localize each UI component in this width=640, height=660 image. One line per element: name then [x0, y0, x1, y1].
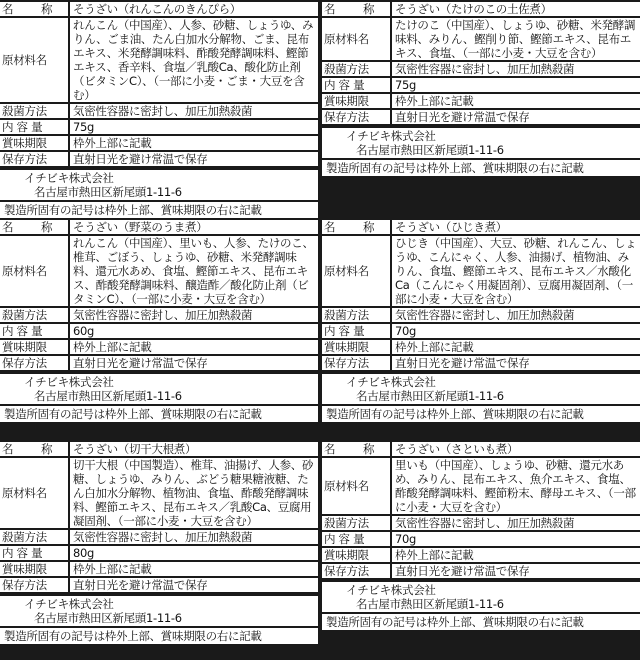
label-panel-hijiki: [322, 218, 640, 422]
key-ingredients: 原材料名: [0, 236, 70, 306]
storage-text: 直射日光を避け常温で保存: [70, 152, 318, 166]
key-name: 名 称: [0, 2, 70, 16]
storage-text: 直射日光を避け常温で保存: [70, 356, 318, 370]
content-amount: 70g: [392, 324, 640, 338]
key-ingredients: 原材料名: [0, 18, 70, 102]
storage-text: 直射日光を避け常温で保存: [392, 356, 640, 370]
key-expiry: 賞味期限: [0, 562, 70, 576]
ingredients-text: 切干大根（中国製造）、椎茸、油揚げ、人参、砂糖、しょうゆ、みりん、ぶどう糖果糖液糖、たん白加水分解物、植物油、食塩、酢酸発酵調味料、鰹節エキス、昆布エキス／乳酸Ca、豆腐用凝固剤、（一部に小麦・大豆を含む）: [70, 458, 318, 528]
key-sterilization: 殺菌方法: [322, 62, 392, 76]
manufacturer-name: イチビキ株式会社: [346, 129, 436, 143]
expiry-text: 枠外上部に記載: [70, 136, 318, 150]
product-name: そうざい（切干大根煮）: [70, 442, 318, 456]
manufacturer-address: 名古屋市熱田区新尾頭1-11-6: [34, 611, 182, 625]
label-table: [0, 218, 318, 372]
ingredients-text: 里いも（中国産）、しょうゆ、砂糖、還元水あめ、みりん、昆布エキス、魚介エキス、食塩、酢酸発酵調味料、鰹節粉末、酵母エキス、（一部に小麦・大豆を含む）: [392, 458, 640, 514]
key-ingredients: 原材料名: [0, 458, 70, 528]
manufacturer-block: [322, 582, 640, 612]
key-storage: 保存方法: [0, 152, 70, 166]
production-code-note: 製造所固有の記号は枠外上部、賞味期限の右に記載: [0, 628, 318, 644]
manufacturer-name: イチビキ株式会社: [24, 171, 114, 185]
manufacturer-name: イチビキ株式会社: [24, 375, 114, 389]
sterilization-text: 気密性容器に密封し、加圧加熱殺菌: [392, 308, 640, 322]
ingredients-text: ひじき（中国産）、大豆、砂糖、れんこん、しょうゆ、こんにゃく、人参、油揚げ、植物油、みりん、食塩、鰹節エキス、昆布エキス／水酸化Ca（こんにゃく用凝固剤）、豆腐用凝固剤、（一部に小麦・大豆を含む）: [392, 236, 640, 306]
key-name: 名 称: [0, 220, 70, 234]
label-panel-satoimo: [322, 440, 640, 630]
production-code-note: 製造所固有の記号は枠外上部、賞味期限の右に記載: [322, 614, 640, 630]
sterilization-text: 気密性容器に密封し、加圧加熱殺菌: [70, 308, 318, 322]
ingredients-text: れんこん（中国産）、里いも、人参、たけのこ、椎茸、ごぼう、しょうゆ、砂糖、米発酵調味料、還元水あめ、食塩、鰹節エキス、昆布エキス、酢酸発酵調味料、醸造酢／酸化防止剤（ビタミンC）、（一部に小麦・大豆を含む）: [70, 236, 318, 306]
key-name: 名 称: [322, 220, 392, 234]
ingredients-text: たけのこ（中国産）、しょうゆ、砂糖、米発酵調味料、みりん、鰹削り節、鰹節エキス、昆布エキス、食塩、（一部に小麦・大豆を含む）: [392, 18, 640, 60]
storage-text: 直射日光を避け常温で保存: [70, 578, 318, 592]
manufacturer-name: イチビキ株式会社: [346, 375, 436, 389]
key-expiry: 賞味期限: [0, 136, 70, 150]
product-name: そうざい（れんこんのきんぴら）: [70, 2, 318, 16]
key-sterilization: 殺菌方法: [0, 308, 70, 322]
manufacturer-block: [0, 596, 318, 626]
manufacturer-name: イチビキ株式会社: [346, 583, 436, 597]
key-sterilization: 殺菌方法: [0, 530, 70, 544]
expiry-text: 枠外上部に記載: [70, 562, 318, 576]
label-panel-takenoko: [322, 0, 640, 176]
key-sterilization: 殺菌方法: [322, 308, 392, 322]
sterilization-text: 気密性容器に密封し、加圧加熱殺菌: [392, 62, 640, 76]
key-content: 内 容 量: [322, 532, 392, 546]
product-name: そうざい（野菜のうま煮）: [70, 220, 318, 234]
sterilization-text: 気密性容器に密封し、加圧加熱殺菌: [70, 530, 318, 544]
manufacturer-address: 名古屋市熱田区新尾頭1-11-6: [34, 185, 182, 199]
production-code-note: 製造所固有の記号は枠外上部、賞味期限の右に記載: [0, 202, 318, 218]
label-table: [322, 218, 640, 372]
key-expiry: 賞味期限: [322, 340, 392, 354]
expiry-text: 枠外上部に記載: [70, 340, 318, 354]
label-table: [0, 0, 318, 168]
ingredients-text: れんこん（中国産）、人参、砂糖、しょうゆ、みりん、ごま油、たん白加水分解物、ごま、昆布エキス、米発酵調味料、酢酸発酵調味料、鰹節エキス、香辛料、食塩／乳酸Ca、酸化防止剤（ビタミンC）、（一部に小麦・ごま・大豆を含む）: [70, 18, 318, 102]
content-amount: 75g: [70, 120, 318, 134]
manufacturer-name: イチビキ株式会社: [24, 597, 114, 611]
label-table: [322, 440, 640, 580]
expiry-text: 枠外上部に記載: [392, 548, 640, 562]
label-panel-umani: [0, 218, 318, 422]
key-name: 名 称: [322, 442, 392, 456]
content-amount: 60g: [70, 324, 318, 338]
key-expiry: 賞味期限: [322, 548, 392, 562]
manufacturer-address: 名古屋市熱田区新尾頭1-11-6: [356, 389, 504, 403]
key-ingredients: 原材料名: [322, 236, 392, 306]
label-table: [0, 440, 318, 594]
label-panel-kiriboshi: [0, 440, 318, 644]
label-panel-kinpira: [0, 0, 318, 218]
content-amount: 80g: [70, 546, 318, 560]
product-name: そうざい（さといも煮）: [392, 442, 640, 456]
manufacturer-address: 名古屋市熱田区新尾頭1-11-6: [356, 143, 504, 157]
manufacturer-address: 名古屋市熱田区新尾頭1-11-6: [34, 389, 182, 403]
content-amount: 75g: [392, 78, 640, 92]
expiry-text: 枠外上部に記載: [392, 340, 640, 354]
key-expiry: 賞味期限: [0, 340, 70, 354]
key-content: 内 容 量: [322, 78, 392, 92]
production-code-note: 製造所固有の記号は枠外上部、賞味期限の右に記載: [322, 160, 640, 176]
sterilization-text: 気密性容器に密封し、加圧加熱殺菌: [70, 104, 318, 118]
content-amount: 70g: [392, 532, 640, 546]
storage-text: 直射日光を避け常温で保存: [392, 564, 640, 578]
key-name: 名 称: [322, 2, 392, 16]
expiry-text: 枠外上部に記載: [392, 94, 640, 108]
key-content: 内 容 量: [0, 546, 70, 560]
key-storage: 保存方法: [0, 578, 70, 592]
key-storage: 保存方法: [0, 356, 70, 370]
key-storage: 保存方法: [322, 356, 392, 370]
key-storage: 保存方法: [322, 110, 392, 124]
manufacturer-block: [0, 170, 318, 200]
key-sterilization: 殺菌方法: [0, 104, 70, 118]
key-ingredients: 原材料名: [322, 18, 392, 60]
production-code-note: 製造所固有の記号は枠外上部、賞味期限の右に記載: [322, 406, 640, 422]
key-ingredients: 原材料名: [322, 458, 392, 514]
label-table: [322, 0, 640, 126]
manufacturer-block: [0, 374, 318, 404]
key-name: 名 称: [0, 442, 70, 456]
manufacturer-block: [322, 374, 640, 404]
sterilization-text: 気密性容器に密封し、加圧加熱殺菌: [392, 516, 640, 530]
key-expiry: 賞味期限: [322, 94, 392, 108]
storage-text: 直射日光を避け常温で保存: [392, 110, 640, 124]
key-content: 内 容 量: [0, 324, 70, 338]
manufacturer-address: 名古屋市熱田区新尾頭1-11-6: [356, 597, 504, 611]
key-sterilization: 殺菌方法: [322, 516, 392, 530]
manufacturer-block: [322, 128, 640, 158]
key-storage: 保存方法: [322, 564, 392, 578]
key-content: 内 容 量: [322, 324, 392, 338]
product-name: そうざい（ひじき煮）: [392, 220, 640, 234]
key-content: 内 容 量: [0, 120, 70, 134]
production-code-note: 製造所固有の記号は枠外上部、賞味期限の右に記載: [0, 406, 318, 422]
product-name: そうざい（たけのこの土佐煮）: [392, 2, 640, 16]
